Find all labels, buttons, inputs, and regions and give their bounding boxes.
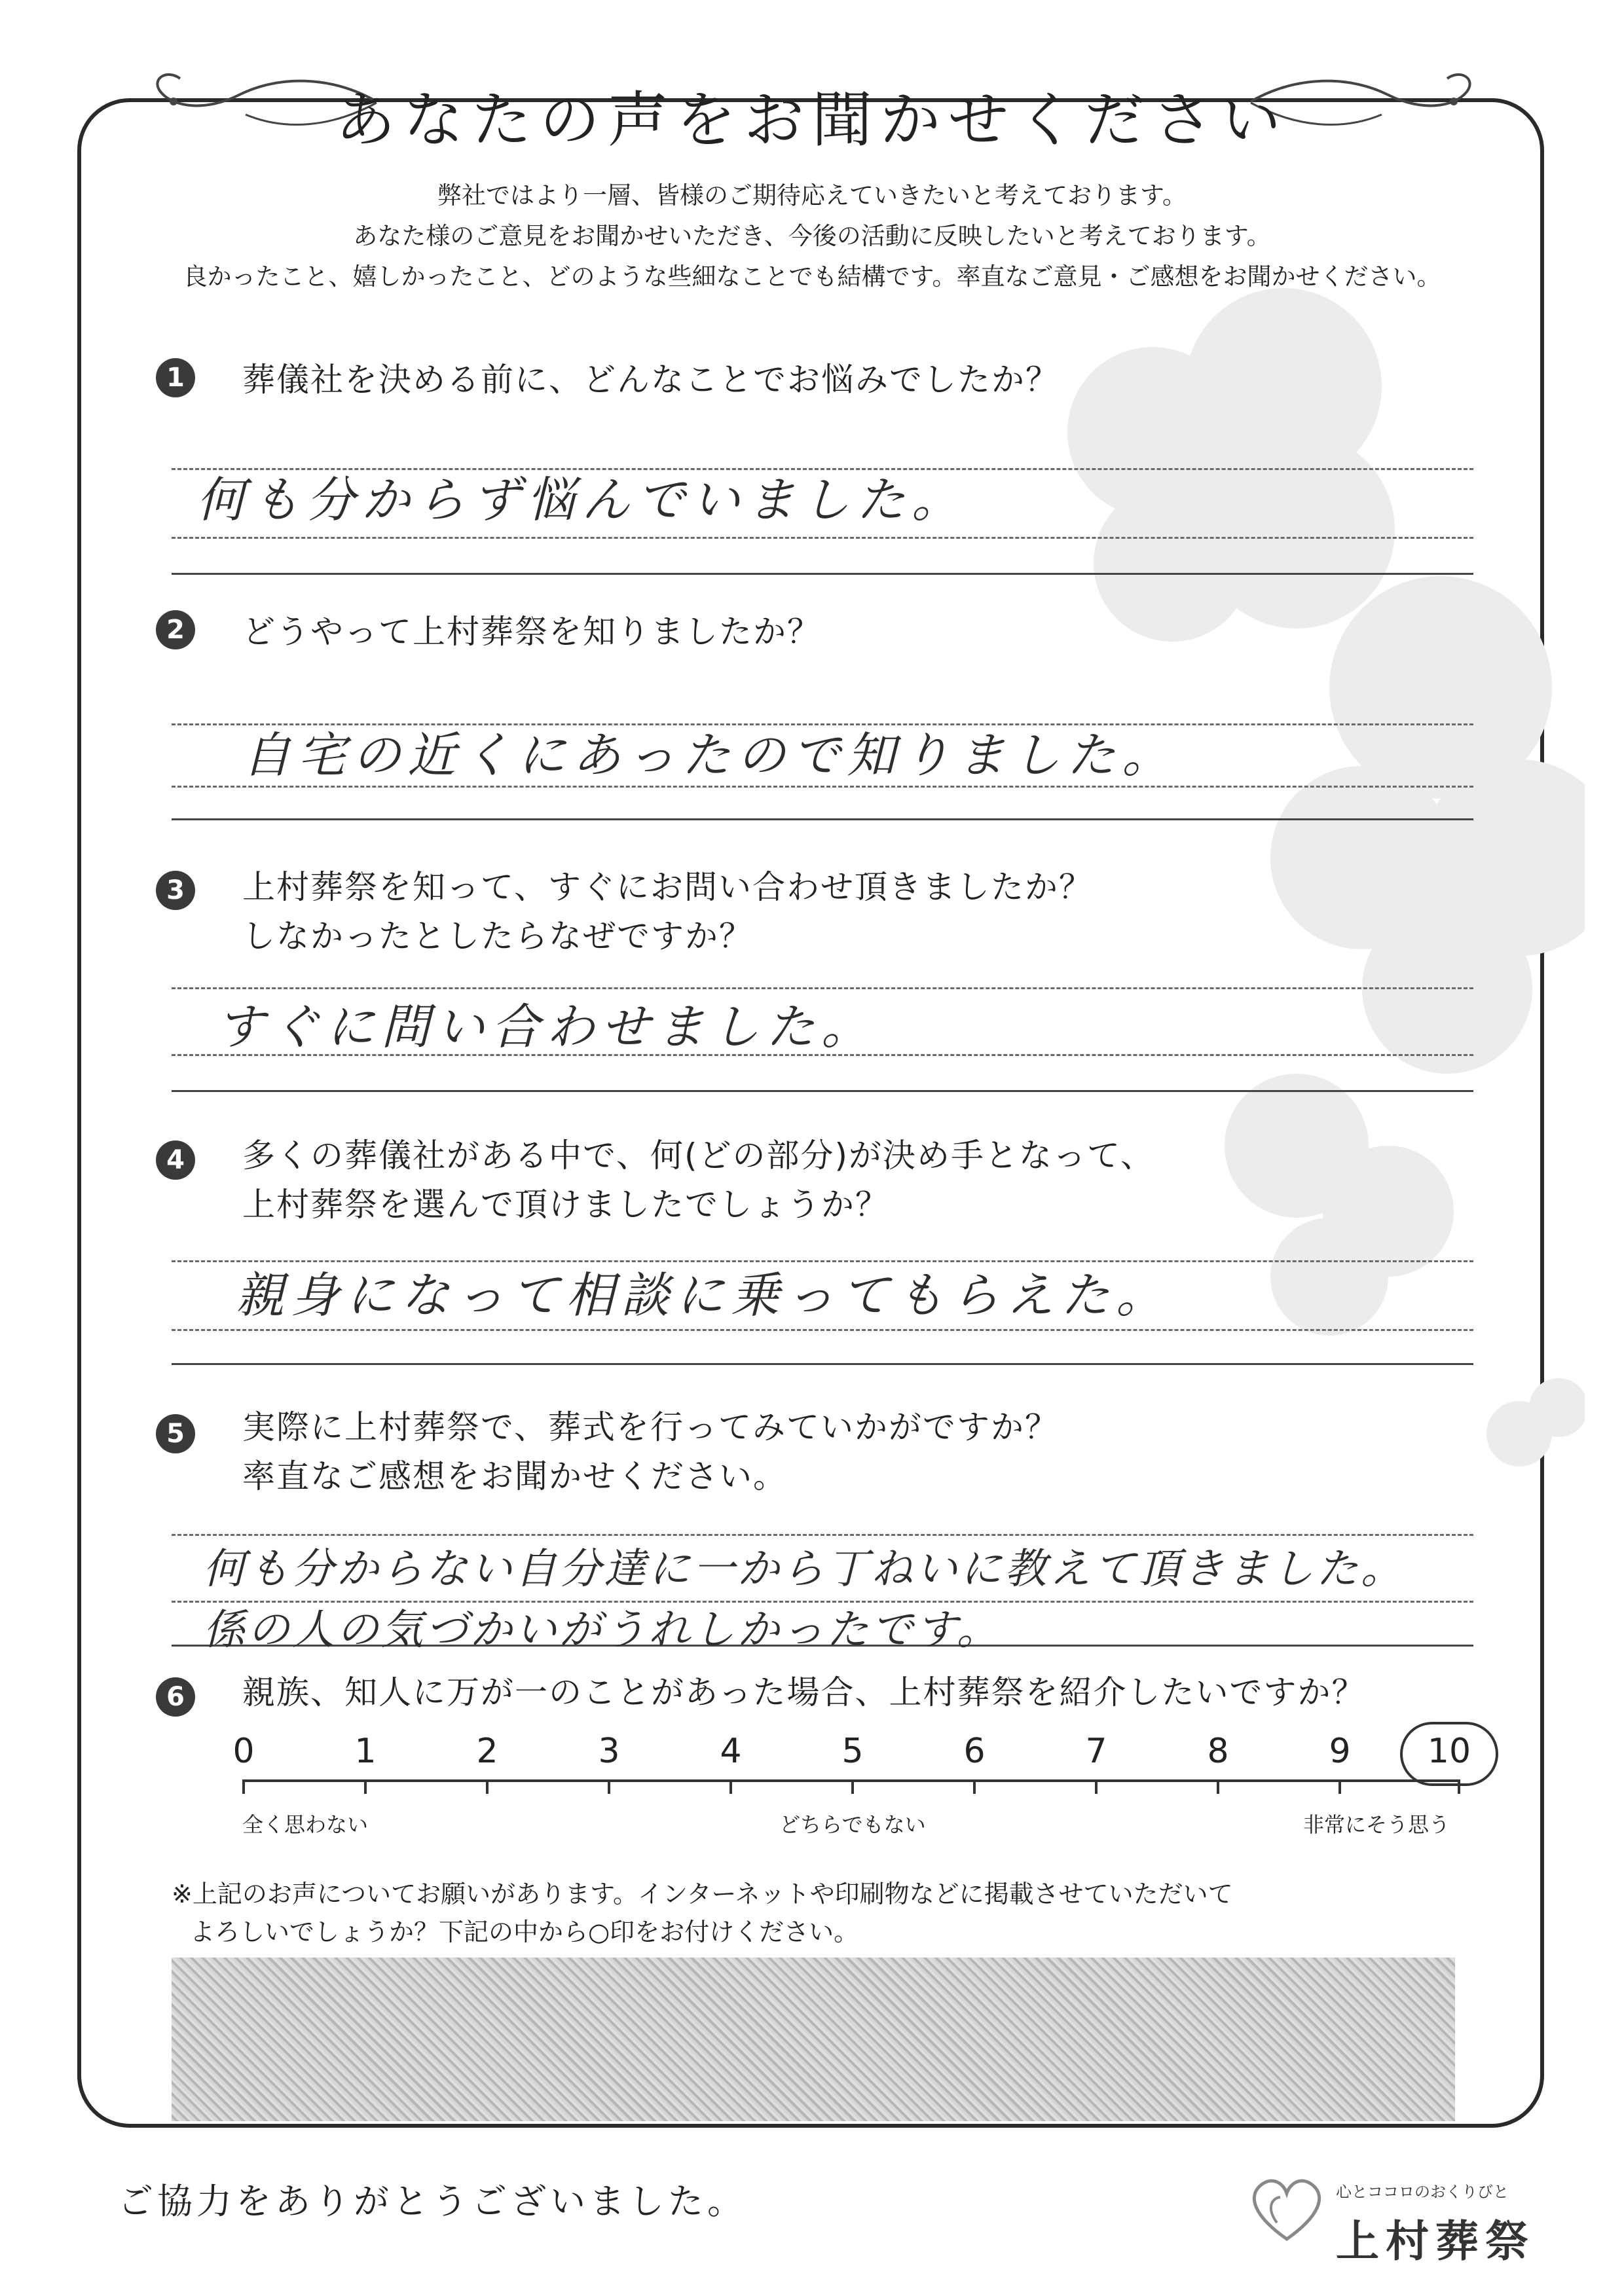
handwritten-answer: すぐに問い合わせました。: [216, 999, 876, 1055]
handwritten-answer: 何も分からない自分達に一から丁ねいに教えて頂きました。: [203, 1545, 1405, 1594]
intro-line: 良かったこと、嬉しかったこと、どのような些細なことでも結構です。率直なご意見・ご感想をお聞かせください。: [183, 263, 1441, 291]
redacted-consent-area: [172, 1958, 1455, 2121]
heart-logo-icon: [1247, 2174, 1326, 2246]
scale-number: 6: [963, 1732, 986, 1771]
scale-tick: [973, 1779, 976, 1794]
handwritten-answer: 親身になって相談に乗ってもらえた。: [236, 1267, 1171, 1324]
scale-number: 5: [841, 1732, 864, 1771]
scale-label-high: 非常にそう思う: [1303, 1812, 1450, 1837]
question-number-badge: 3: [156, 871, 195, 910]
selected-rating-circle: [1400, 1722, 1498, 1786]
consent-note: よろしいでしょうか？下記の中から○印をお付けください。: [190, 1918, 859, 1946]
question-number-badge: 5: [156, 1414, 195, 1453]
consent-note: ※上記のお声についてお願いがあります。インターネットや印刷物などに掲載させていただいて: [172, 1880, 1233, 1908]
scale-number: 7: [1085, 1732, 1107, 1771]
logo-tagline: 心とココロのおくりびと: [1336, 2183, 1509, 2201]
scale-number: 8: [1207, 1732, 1229, 1771]
section-rule: [172, 818, 1473, 820]
question-text: 率直なご感想をお聞かせください。: [242, 1457, 787, 1495]
question-text: どうやって上村葬祭を知りましたか？: [242, 613, 821, 651]
question-text: 多くの葬儀社がある中で、何(どの部分)が決め手となって、: [242, 1137, 1155, 1175]
question-text: 上村葬祭を知って、すぐにお問い合わせ頂きましたか？: [242, 868, 1093, 906]
scale-tick: [242, 1779, 245, 1794]
question-text: 葬儀社を決める前に、どんなことでお悩みでしたか？: [242, 361, 1060, 399]
scale-tick: [486, 1779, 489, 1794]
logo-name: 上村葬祭: [1336, 2216, 1535, 2267]
intro-line: 弊社ではより一層、皆様のご期待応えていきたいと考えております。: [437, 181, 1187, 210]
section-rule: [172, 1090, 1473, 1092]
question-text: 親族、知人に万が一のことがあった場合、上村葬祭を紹介したいですか？: [242, 1673, 1366, 1711]
question-number-badge: 4: [156, 1140, 195, 1180]
scale-label-mid: どちらでもない: [779, 1812, 926, 1837]
intro-text: [0, 175, 1624, 297]
handwritten-answer: 係の人の気づかいがうれしかったです。: [203, 1606, 1001, 1654]
scale-number: 9: [1329, 1732, 1351, 1771]
handwritten-answer: 何も分からず悩んでいました。: [196, 472, 967, 528]
question-text: 上村葬祭を選んで頂けましたでしょうか？: [242, 1186, 889, 1224]
section-rule: [172, 1363, 1473, 1365]
page-title: あなたの声をお聞かせください: [335, 85, 1289, 155]
scale-tick: [851, 1779, 854, 1794]
question-text: 実際に上村葬祭で、葬式を行ってみていかがですか？: [242, 1408, 1059, 1446]
dashed-rule: [172, 537, 1473, 539]
intro-line: あなた様のご意見をお聞かせいただき、今後の活動に反映したいと考えております。: [353, 222, 1271, 250]
question-number-badge: 2: [156, 610, 195, 649]
scale-number: 0: [232, 1732, 255, 1771]
scale-number: 10: [1427, 1732, 1471, 1771]
scale-tick: [729, 1779, 732, 1794]
thanks-message: ご協力をありがとうございました。: [118, 2181, 747, 2222]
scale-tick: [1338, 1779, 1341, 1794]
scale-tick: [1095, 1779, 1098, 1794]
scale-number: 2: [476, 1732, 498, 1771]
handwritten-answer: 自宅の近くにあったので知りました。: [242, 727, 1177, 784]
scale-number: 3: [598, 1732, 620, 1771]
question-number-badge: 6: [156, 1677, 195, 1717]
dashed-rule: [172, 1329, 1473, 1331]
scale-tick: [608, 1779, 610, 1794]
scale-label-low: 全く思わない: [242, 1812, 369, 1837]
scale-number: 4: [720, 1732, 742, 1771]
scale-number: 1: [354, 1732, 377, 1771]
section-rule: [172, 573, 1473, 575]
scale-tick: [364, 1779, 367, 1794]
question-number-badge: 1: [156, 358, 195, 397]
scale-tick: [1217, 1779, 1219, 1794]
question-text: しなかったとしたらなぜですか？: [242, 917, 753, 955]
